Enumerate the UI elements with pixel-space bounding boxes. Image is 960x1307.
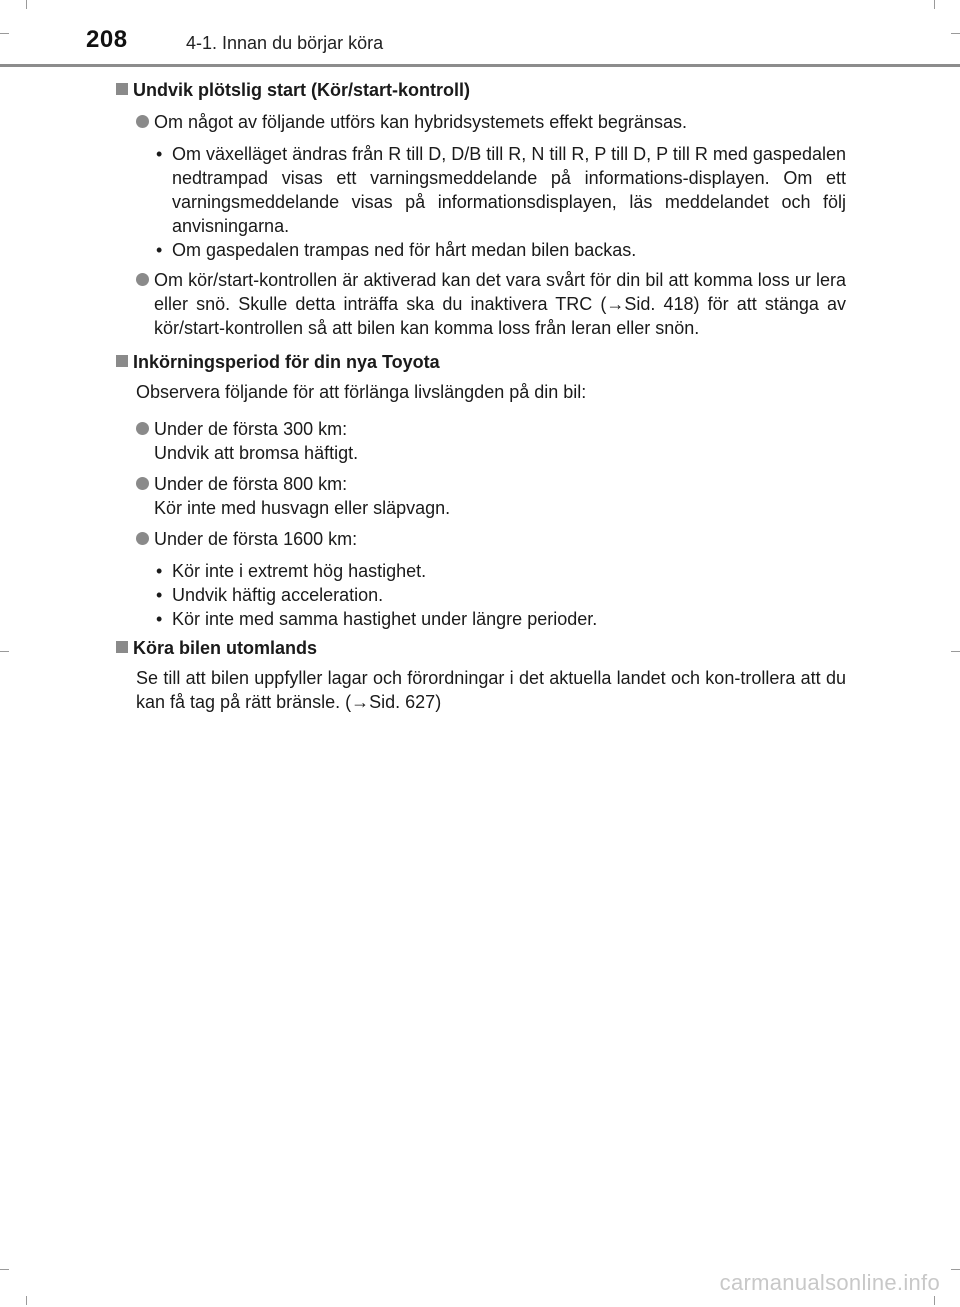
list-item (116, 110, 846, 134)
round-bullet-icon (136, 477, 149, 490)
list-item (116, 472, 846, 496)
round-bullet-icon (136, 532, 149, 545)
page-content (116, 78, 846, 714)
crop-mark (0, 1269, 9, 1270)
item-text: Undvik att bromsa häftigt. (154, 443, 359, 463)
page-reference-link[interactable]: Sid. 418 (624, 294, 694, 314)
page-number: 208 (86, 26, 128, 53)
list-item (116, 268, 846, 340)
dot-bullet-icon: • (156, 585, 163, 605)
dot-bullet-icon: • (156, 609, 163, 629)
list-item (116, 417, 846, 441)
item-text: Om något av följande utförs kan hybridsystemets effekt begränsas. (154, 112, 687, 132)
crop-mark (0, 651, 9, 652)
sub-bullet (116, 583, 846, 607)
section-heading (116, 636, 846, 660)
item-text: Om kör/start-kontrollen är aktiverad kan det vara svårt för din bil att komma loss ur lera eller snö. Skulle detta inträffa ska du inaktivera TRC ( (154, 270, 846, 314)
heading-text: Undvik plötslig start (Kör/start-kontroll) (133, 80, 471, 100)
sub-bullet (116, 559, 846, 583)
bullet-text: Om gaspedalen trampas ned för hårt medan bilen backas. (172, 240, 637, 260)
item-title: Under de första 300 km: (154, 419, 348, 439)
dot-bullet-icon: • (156, 144, 163, 164)
watermark-text: carmanualsonline.info (719, 1270, 940, 1295)
list-item (116, 527, 846, 551)
item-title: Under de första 800 km: (154, 474, 348, 494)
section-text (116, 666, 846, 714)
page-header (0, 0, 960, 66)
text-after: ) (435, 692, 442, 712)
sub-bullet (116, 142, 846, 238)
round-bullet-icon (136, 115, 149, 128)
bullet-text: Om växelläget ändras från R till D, D/B till R, N till R, P till D, P till R med gaspedalen nedtrampad visas ett varningsmeddelande på informations-displayen. Om ett varningsmeddelande visas på informationsdisplayen, läs meddelandet och följ anvisningarna. (172, 144, 846, 236)
dot-bullet-icon: • (156, 240, 163, 260)
bullet-text: Kör inte i extremt hög hastighet. (172, 561, 427, 581)
crop-mark (951, 651, 960, 652)
dot-bullet-icon: • (156, 561, 163, 581)
heading-text: Inkörningsperiod för din nya Toyota (133, 352, 440, 372)
heading-text: Köra bilen utomlands (133, 638, 318, 658)
header-divider (0, 64, 960, 67)
bullet-text: Undvik häftig acceleration. (172, 585, 384, 605)
sub-bullet (116, 238, 846, 262)
sub-bullet (116, 607, 846, 631)
intro-text: Observera följande för att förlänga livslängden på din bil: (136, 382, 587, 402)
page-reference-link[interactable]: Sid. 627 (369, 692, 436, 712)
section-heading (116, 78, 846, 102)
arrow-icon: → (351, 692, 370, 712)
bullet-text: Kör inte med samma hastighet under längre perioder. (172, 609, 598, 629)
crop-mark (934, 1296, 935, 1305)
round-bullet-icon (136, 422, 149, 435)
round-bullet-icon (136, 273, 149, 286)
section-title: 4-1. Innan du börjar köra (186, 33, 384, 53)
item-text: Kör inte med husvagn eller släpvagn. (154, 498, 451, 518)
square-bullet-icon (116, 355, 128, 367)
item-title: Under de första 1600 km: (154, 529, 358, 549)
square-bullet-icon (116, 83, 128, 95)
crop-mark (26, 1296, 27, 1305)
section-heading (116, 350, 846, 374)
square-bullet-icon (116, 641, 128, 653)
item-text: ) för att stänga av kör/start-kontrollen så att bilen kan komma loss från leran eller snön. (154, 294, 846, 338)
crop-mark (951, 1269, 960, 1270)
text-before: Se till att bilen uppfyller lagar och förordningar i det aktuella landet och kon-trollera att du kan få tag på rätt bränsle. ( (136, 668, 846, 712)
arrow-icon: → (606, 294, 625, 314)
